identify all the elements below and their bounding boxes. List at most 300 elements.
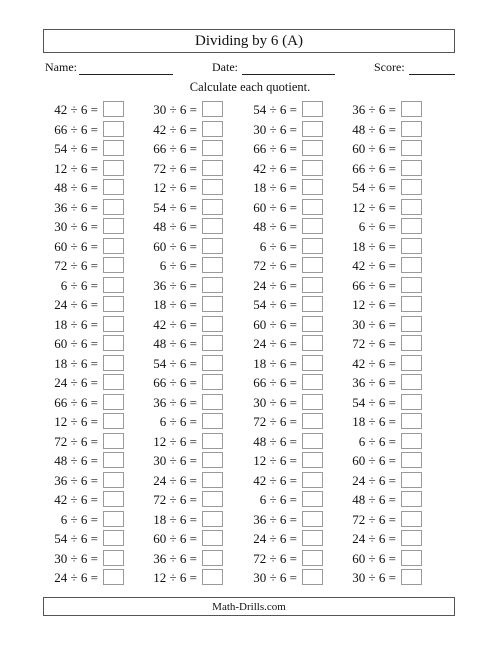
problem-row [0, 393, 500, 412]
problem-expression: 60 ÷ 6 = [253, 199, 297, 215]
problem-item [223, 490, 323, 509]
answer-box[interactable] [202, 179, 223, 195]
answer-box[interactable] [103, 218, 124, 234]
problem-expression: 36 ÷ 6 = [253, 511, 297, 527]
problem-item [223, 100, 323, 119]
problem-expression: 72 ÷ 6 = [153, 492, 197, 507]
problem-item [223, 568, 323, 587]
answer-box[interactable] [103, 335, 124, 351]
answer-box[interactable] [103, 374, 124, 390]
answer-box[interactable] [103, 257, 124, 273]
answer-box[interactable] [401, 550, 422, 566]
problem-item [322, 217, 422, 236]
problem-item [223, 178, 323, 197]
answer-box[interactable] [302, 394, 323, 410]
problem-item [123, 412, 223, 431]
problem-row [0, 451, 500, 470]
answer-box[interactable] [302, 511, 323, 527]
problem-item [322, 120, 422, 139]
answer-box[interactable] [202, 316, 223, 332]
problem-item [24, 198, 124, 217]
worksheet-title: Dividing by 6 (A) [43, 29, 455, 53]
problem-expression: 30 ÷ 6 = [153, 453, 197, 468]
problem-item [123, 100, 223, 119]
answer-box[interactable] [202, 472, 223, 488]
answer-box[interactable] [302, 179, 323, 195]
problem-expression: 18 ÷ 6 = [54, 355, 98, 371]
problem-item [322, 315, 422, 334]
problem-row [0, 295, 500, 314]
problem-item [322, 334, 422, 353]
problem-item [223, 549, 323, 568]
problem-item [322, 256, 422, 275]
problem-item [24, 295, 124, 314]
problem-row [0, 120, 500, 139]
problem-item [322, 393, 422, 412]
problem-expression: 18 ÷ 6 = [153, 511, 197, 527]
problem-expression: 60 ÷ 6 = [253, 316, 297, 332]
problem-item [123, 334, 223, 353]
problem-item [123, 471, 223, 490]
problem-item [223, 412, 323, 431]
answer-box[interactable] [202, 296, 223, 312]
answer-box[interactable] [401, 569, 422, 585]
answer-box[interactable] [401, 413, 422, 429]
problem-row [0, 490, 500, 509]
problem-item [322, 237, 422, 256]
answer-box[interactable] [401, 335, 422, 351]
answer-box[interactable] [103, 452, 124, 468]
problem-expression: 24 ÷ 6 = [54, 375, 98, 390]
problem-item [123, 529, 223, 548]
problem-item [322, 354, 422, 373]
answer-box[interactable] [302, 199, 323, 215]
problem-expression: 36 ÷ 6 = [153, 550, 197, 566]
problem-row [0, 198, 500, 217]
answer-box[interactable] [103, 355, 124, 371]
problem-expression: 42 ÷ 6 = [54, 102, 98, 117]
problem-item [223, 139, 323, 158]
problem-expression: 54 ÷ 6 = [153, 199, 197, 215]
answer-box[interactable] [302, 433, 323, 449]
problem-expression: 60 ÷ 6 = [153, 531, 197, 546]
answer-box[interactable] [103, 394, 124, 410]
problem-expression: 18 ÷ 6 = [253, 355, 297, 371]
problem-expression: 54 ÷ 6 = [352, 394, 396, 410]
answer-box[interactable] [103, 296, 124, 312]
problem-expression: 66 ÷ 6 = [253, 375, 297, 390]
problem-expression: 36 ÷ 6 = [153, 394, 197, 410]
problem-item [223, 510, 323, 529]
problem-expression: 48 ÷ 6 = [253, 433, 297, 449]
problem-row [0, 334, 500, 353]
answer-box[interactable] [401, 179, 422, 195]
answer-box[interactable] [202, 335, 223, 351]
answer-box[interactable] [202, 257, 223, 273]
answer-box[interactable] [302, 569, 323, 585]
answer-box[interactable] [401, 296, 422, 312]
answer-box[interactable] [401, 530, 422, 546]
problem-row [0, 276, 500, 295]
problem-expression: 72 ÷ 6 = [253, 414, 297, 429]
problem-expression: 72 ÷ 6 = [253, 550, 297, 566]
problem-expression: 24 ÷ 6 = [253, 336, 297, 351]
problem-expression: 72 ÷ 6 = [352, 511, 396, 527]
answer-box[interactable] [302, 355, 323, 371]
problem-row [0, 471, 500, 490]
problem-item [123, 120, 223, 139]
problem-expression: 54 ÷ 6 = [253, 102, 297, 117]
problem-expression: 18 ÷ 6 = [352, 414, 396, 429]
answer-box[interactable] [401, 472, 422, 488]
problem-expression: 60 ÷ 6 = [54, 336, 98, 351]
answer-box[interactable] [401, 101, 422, 117]
answer-box[interactable] [302, 335, 323, 351]
problem-expression: 66 ÷ 6 = [253, 141, 297, 156]
problem-item [24, 100, 124, 119]
answer-box[interactable] [302, 101, 323, 117]
problem-item [24, 217, 124, 236]
answer-box[interactable] [401, 257, 422, 273]
answer-box[interactable] [202, 569, 223, 585]
problem-item [24, 159, 124, 178]
answer-box[interactable] [103, 491, 124, 507]
answer-box[interactable] [103, 160, 124, 176]
problem-row [0, 568, 500, 587]
problem-expression: 12 ÷ 6 = [153, 433, 197, 449]
answer-box[interactable] [202, 160, 223, 176]
problem-item [322, 471, 422, 490]
answer-box[interactable] [202, 374, 223, 390]
problem-expression: 42 ÷ 6 = [352, 258, 396, 273]
problem-expression: 48 ÷ 6 = [253, 219, 297, 234]
problem-row [0, 432, 500, 451]
score-line[interactable] [409, 74, 455, 75]
date-line[interactable] [242, 74, 335, 75]
problem-item [322, 276, 422, 295]
answer-box[interactable] [103, 238, 124, 254]
answer-box[interactable] [302, 218, 323, 234]
problem-item [223, 276, 323, 295]
problem-item [24, 393, 124, 412]
problem-item [223, 198, 323, 217]
answer-box[interactable] [401, 355, 422, 371]
problem-expression: 6 ÷ 6 = [159, 414, 197, 429]
problem-item [322, 139, 422, 158]
problem-item [24, 432, 124, 451]
problem-item [123, 178, 223, 197]
answer-box[interactable] [401, 452, 422, 468]
problem-expression: 54 ÷ 6 = [352, 180, 396, 195]
problem-item [322, 510, 422, 529]
problem-expression: 42 ÷ 6 = [54, 492, 98, 507]
problem-expression: 36 ÷ 6 = [352, 375, 396, 390]
answer-box[interactable] [401, 238, 422, 254]
problem-expression: 72 ÷ 6 = [253, 258, 297, 273]
problem-expression: 6 ÷ 6 = [60, 511, 98, 527]
problem-item [123, 393, 223, 412]
problem-item [24, 373, 124, 392]
problem-expression: 30 ÷ 6 = [153, 102, 197, 117]
problem-row [0, 178, 500, 197]
problem-row [0, 159, 500, 178]
problem-expression: 42 ÷ 6 = [352, 355, 396, 371]
answer-box[interactable] [401, 394, 422, 410]
problem-expression: 12 ÷ 6 = [352, 297, 396, 312]
problem-expression: 36 ÷ 6 = [54, 199, 98, 215]
problem-item [223, 334, 323, 353]
answer-box[interactable] [202, 550, 223, 566]
problem-expression: 60 ÷ 6 = [54, 238, 98, 254]
problem-expression: 18 ÷ 6 = [153, 297, 197, 312]
answer-box[interactable] [103, 121, 124, 137]
problem-item [24, 471, 124, 490]
problem-item [123, 237, 223, 256]
problem-item [223, 393, 323, 412]
answer-box[interactable] [202, 101, 223, 117]
problem-item [322, 432, 422, 451]
problem-item [24, 139, 124, 158]
answer-box[interactable] [103, 530, 124, 546]
problem-item [123, 256, 223, 275]
problem-item [123, 139, 223, 158]
answer-box[interactable] [302, 491, 323, 507]
problem-item [24, 412, 124, 431]
problem-item [24, 529, 124, 548]
answer-box[interactable] [202, 238, 223, 254]
problem-expression: 24 ÷ 6 = [153, 472, 197, 488]
problem-expression: 54 ÷ 6 = [153, 355, 197, 371]
answer-box[interactable] [103, 472, 124, 488]
answer-box[interactable] [401, 433, 422, 449]
problem-item [24, 549, 124, 568]
problem-expression: 42 ÷ 6 = [253, 160, 297, 176]
answer-box[interactable] [103, 179, 124, 195]
problem-row [0, 100, 500, 119]
problem-expression: 24 ÷ 6 = [253, 277, 297, 293]
problem-expression: 12 ÷ 6 = [54, 414, 98, 429]
answer-box[interactable] [302, 238, 323, 254]
answer-box[interactable] [202, 218, 223, 234]
problem-expression: 54 ÷ 6 = [54, 141, 98, 156]
problem-expression: 42 ÷ 6 = [253, 472, 297, 488]
problem-expression: 24 ÷ 6 = [54, 570, 98, 585]
problem-item [223, 451, 323, 470]
problem-expression: 60 ÷ 6 = [352, 453, 396, 468]
problem-expression: 60 ÷ 6 = [153, 238, 197, 254]
answer-box[interactable] [103, 277, 124, 293]
answer-box[interactable] [103, 550, 124, 566]
answer-box[interactable] [202, 394, 223, 410]
problem-expression: 6 ÷ 6 = [259, 238, 297, 254]
problem-item [223, 120, 323, 139]
problem-item [322, 159, 422, 178]
problem-item [123, 451, 223, 470]
answer-box[interactable] [202, 491, 223, 507]
problem-expression: 24 ÷ 6 = [352, 531, 396, 546]
answer-box[interactable] [302, 452, 323, 468]
problem-expression: 18 ÷ 6 = [352, 238, 396, 254]
answer-box[interactable] [302, 316, 323, 332]
answer-box[interactable] [103, 569, 124, 585]
problem-expression: 60 ÷ 6 = [352, 141, 396, 156]
answer-box[interactable] [302, 277, 323, 293]
problem-item [24, 510, 124, 529]
answer-box[interactable] [103, 199, 124, 215]
problem-item [24, 276, 124, 295]
problem-item [123, 217, 223, 236]
problem-expression: 6 ÷ 6 = [358, 433, 396, 449]
answer-box[interactable] [202, 140, 223, 156]
problem-expression: 72 ÷ 6 = [352, 336, 396, 351]
problem-row [0, 412, 500, 431]
answer-box[interactable] [302, 160, 323, 176]
answer-box[interactable] [302, 550, 323, 566]
answer-box[interactable] [202, 452, 223, 468]
problem-row [0, 549, 500, 568]
problem-item [322, 529, 422, 548]
answer-box[interactable] [103, 413, 124, 429]
name-line[interactable] [79, 74, 173, 75]
problem-item [322, 412, 422, 431]
problem-item [322, 295, 422, 314]
problem-item [223, 471, 323, 490]
problem-item [322, 549, 422, 568]
problem-expression: 24 ÷ 6 = [253, 531, 297, 546]
problem-row [0, 217, 500, 236]
problem-expression: 60 ÷ 6 = [352, 550, 396, 566]
answer-box[interactable] [103, 433, 124, 449]
answer-box[interactable] [103, 140, 124, 156]
answer-box[interactable] [401, 121, 422, 137]
problem-expression: 30 ÷ 6 = [352, 570, 396, 585]
problem-item [123, 490, 223, 509]
answer-box[interactable] [202, 121, 223, 137]
problem-expression: 12 ÷ 6 = [153, 180, 197, 195]
answer-box[interactable] [202, 433, 223, 449]
answer-box[interactable] [401, 140, 422, 156]
answer-box[interactable] [302, 296, 323, 312]
answer-box[interactable] [401, 277, 422, 293]
problem-expression: 48 ÷ 6 = [54, 180, 98, 195]
problem-expression: 30 ÷ 6 = [54, 219, 98, 234]
problem-item [223, 295, 323, 314]
problem-item [123, 510, 223, 529]
problem-row [0, 256, 500, 275]
answer-box[interactable] [103, 316, 124, 332]
problem-expression: 54 ÷ 6 = [54, 531, 98, 546]
problem-item [322, 100, 422, 119]
problem-expression: 12 ÷ 6 = [253, 453, 297, 468]
answer-box[interactable] [302, 530, 323, 546]
problem-expression: 72 ÷ 6 = [54, 433, 98, 449]
problem-expression: 36 ÷ 6 = [153, 277, 197, 293]
answer-box[interactable] [302, 257, 323, 273]
problem-expression: 66 ÷ 6 = [54, 394, 98, 410]
problem-expression: 66 ÷ 6 = [153, 375, 197, 390]
problem-expression: 48 ÷ 6 = [352, 492, 396, 507]
problem-item [223, 432, 323, 451]
problem-item [123, 354, 223, 373]
answer-box[interactable] [302, 140, 323, 156]
name-label: Name: [45, 60, 77, 74]
answer-box[interactable] [401, 374, 422, 390]
problem-expression: 18 ÷ 6 = [253, 180, 297, 195]
problem-expression: 42 ÷ 6 = [153, 121, 197, 137]
problem-item [24, 354, 124, 373]
answer-box[interactable] [202, 530, 223, 546]
problem-item [123, 315, 223, 334]
problem-row [0, 237, 500, 256]
problem-item [223, 159, 323, 178]
problem-expression: 48 ÷ 6 = [153, 219, 197, 234]
score-label: Score: [374, 60, 405, 74]
problem-expression: 24 ÷ 6 = [352, 472, 396, 488]
problem-expression: 12 ÷ 6 = [54, 160, 98, 176]
answer-box[interactable] [202, 413, 223, 429]
answer-box[interactable] [401, 316, 422, 332]
problem-item [322, 373, 422, 392]
answer-box[interactable] [401, 491, 422, 507]
problem-expression: 30 ÷ 6 = [352, 316, 396, 332]
problem-expression: 12 ÷ 6 = [153, 570, 197, 585]
problem-item [123, 568, 223, 587]
problem-item [123, 432, 223, 451]
answer-box[interactable] [302, 472, 323, 488]
problem-expression: 48 ÷ 6 = [54, 453, 98, 468]
problem-expression: 54 ÷ 6 = [253, 297, 297, 312]
problem-expression: 72 ÷ 6 = [153, 160, 197, 176]
answer-box[interactable] [401, 160, 422, 176]
problem-expression: 12 ÷ 6 = [352, 199, 396, 215]
problem-expression: 36 ÷ 6 = [352, 102, 396, 117]
problem-item [24, 334, 124, 353]
answer-box[interactable] [202, 511, 223, 527]
problem-expression: 66 ÷ 6 = [54, 121, 98, 137]
answer-box[interactable] [401, 218, 422, 234]
problem-row [0, 510, 500, 529]
problem-item [322, 451, 422, 470]
problem-expression: 30 ÷ 6 = [253, 394, 297, 410]
answer-box[interactable] [401, 199, 422, 215]
problem-row [0, 354, 500, 373]
problem-item [24, 120, 124, 139]
problem-expression: 6 ÷ 6 = [259, 492, 297, 507]
problem-row [0, 315, 500, 334]
problem-row [0, 373, 500, 392]
answer-box[interactable] [401, 511, 422, 527]
answer-box[interactable] [302, 413, 323, 429]
problem-item [223, 256, 323, 275]
problem-item [24, 490, 124, 509]
problem-item [322, 490, 422, 509]
answer-box[interactable] [202, 277, 223, 293]
footer-credit: Math-Drills.com [43, 597, 455, 616]
problem-expression: 66 ÷ 6 = [352, 160, 396, 176]
problem-expression: 18 ÷ 6 = [54, 316, 98, 332]
answer-box[interactable] [302, 374, 323, 390]
problem-item [322, 198, 422, 217]
problem-item [322, 178, 422, 197]
answer-box[interactable] [103, 511, 124, 527]
answer-box[interactable] [202, 199, 223, 215]
problem-item [24, 568, 124, 587]
answer-box[interactable] [302, 121, 323, 137]
problem-item [322, 568, 422, 587]
answer-box[interactable] [103, 101, 124, 117]
date-label: Date: [212, 60, 238, 74]
answer-box[interactable] [202, 355, 223, 371]
